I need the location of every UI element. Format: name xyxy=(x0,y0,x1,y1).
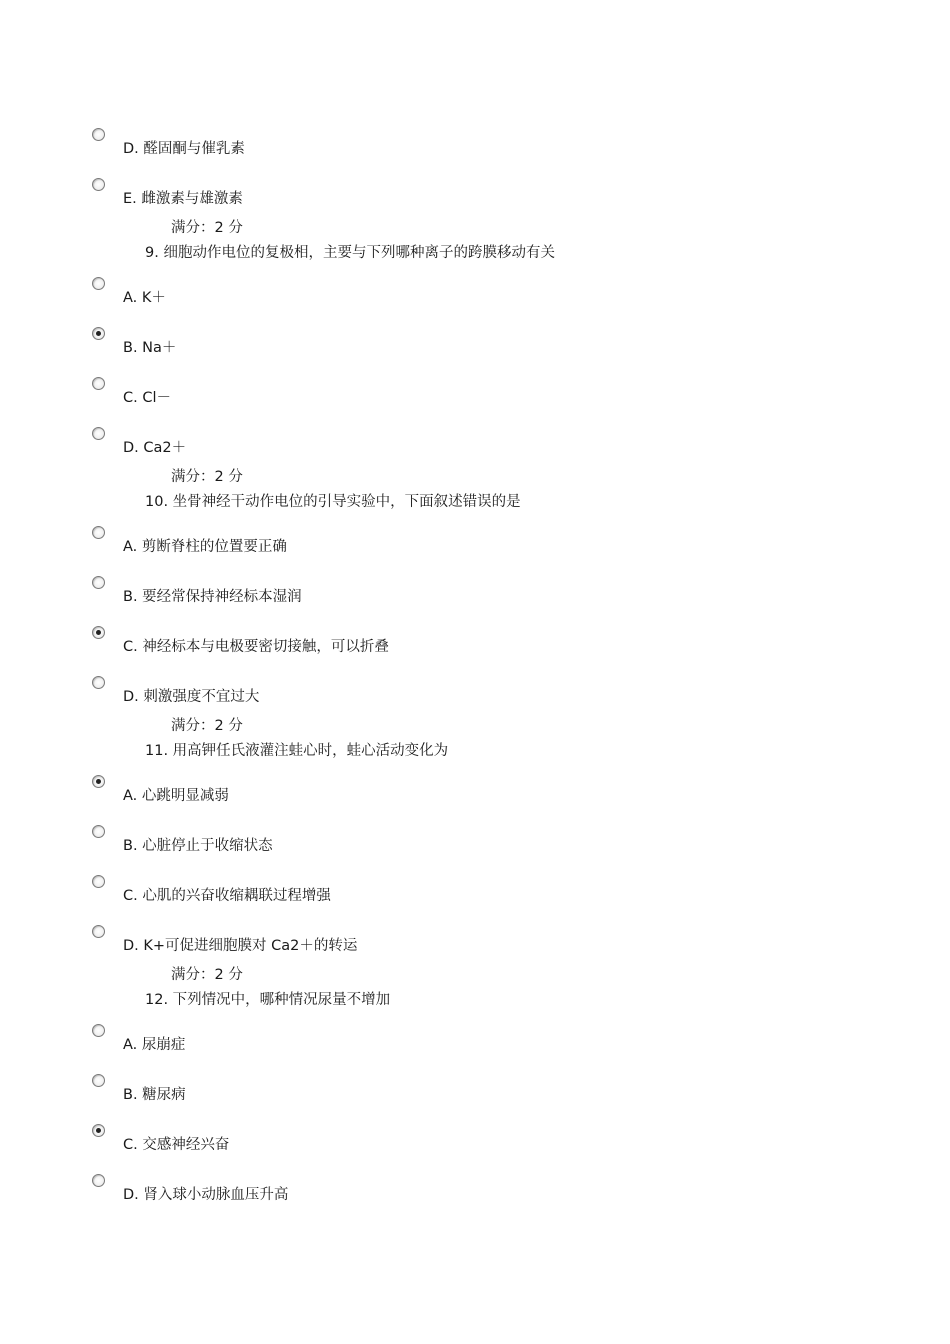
score-label: 满分：2 分 xyxy=(171,469,243,485)
radio-q10-option-d[interactable] xyxy=(92,676,105,689)
option-label: D. 醛固酮与催乳素 xyxy=(123,141,245,157)
option-label: A. 尿崩症 xyxy=(123,1037,186,1053)
radio-q12-option-a[interactable] xyxy=(92,1024,105,1037)
question-9-text: 9. 细胞动作电位的复极相，主要与下列哪种离子的跨膜移动有关 xyxy=(145,245,555,261)
question-10-text: 10. 坐骨神经干动作电位的引导实验中，下面叙述错误的是 xyxy=(145,494,521,510)
option-label: D. 肾入球小动脉血压升高 xyxy=(123,1187,289,1203)
radio-q10-option-c[interactable] xyxy=(92,626,105,639)
radio-q12-option-c[interactable] xyxy=(92,1124,105,1137)
option-label: A. 剪断脊柱的位置要正确 xyxy=(123,539,287,555)
option-label: C. 交感神经兴奋 xyxy=(123,1137,230,1153)
radio-q12-option-d[interactable] xyxy=(92,1174,105,1187)
radio-q11-option-d[interactable] xyxy=(92,925,105,938)
score-label: 满分：2 分 xyxy=(171,718,243,734)
option-label: B. 要经常保持神经标本湿润 xyxy=(123,589,302,605)
radio-q11-option-c[interactable] xyxy=(92,875,105,888)
radio-q11-option-b[interactable] xyxy=(92,825,105,838)
option-label: D. Ca2＋ xyxy=(123,440,187,456)
radio-q11-option-a[interactable] xyxy=(92,775,105,788)
option-label: B. 糖尿病 xyxy=(123,1087,186,1103)
radio-q10-option-a[interactable] xyxy=(92,526,105,539)
radio-q9-option-c[interactable] xyxy=(92,377,105,390)
question-11-text: 11. 用高钾任氏液灌注蛙心时，蛙心活动变化为 xyxy=(145,743,449,759)
option-label: C. 心肌的兴奋收缩耦联过程增强 xyxy=(123,888,331,904)
option-label: D. K+可促进细胞膜对 Ca2＋的转运 xyxy=(123,938,358,954)
radio-q9-option-a[interactable] xyxy=(92,277,105,290)
score-label: 满分：2 分 xyxy=(171,220,243,236)
option-label: C. 神经标本与电极要密切接触，可以折叠 xyxy=(123,639,389,655)
radio-q10-option-b[interactable] xyxy=(92,576,105,589)
option-label: E. 雌激素与雄激素 xyxy=(123,191,243,207)
radio-q12-option-b[interactable] xyxy=(92,1074,105,1087)
radio-q9-option-b[interactable] xyxy=(92,327,105,340)
question-12-text: 12. 下列情况中，哪种情况尿量不增加 xyxy=(145,992,391,1008)
option-label: C. Cl－ xyxy=(123,390,171,406)
option-label: B. 心脏停止于收缩状态 xyxy=(123,838,273,854)
score-label: 满分：2 分 xyxy=(171,967,243,983)
option-label: D. 刺激强度不宜过大 xyxy=(123,689,260,705)
radio-q8-option-d[interactable] xyxy=(92,128,105,141)
option-label: A. K＋ xyxy=(123,290,166,306)
radio-q9-option-d[interactable] xyxy=(92,427,105,440)
radio-q8-option-e[interactable] xyxy=(92,178,105,191)
option-label: B. Na＋ xyxy=(123,340,177,356)
option-label: A. 心跳明显减弱 xyxy=(123,788,229,804)
